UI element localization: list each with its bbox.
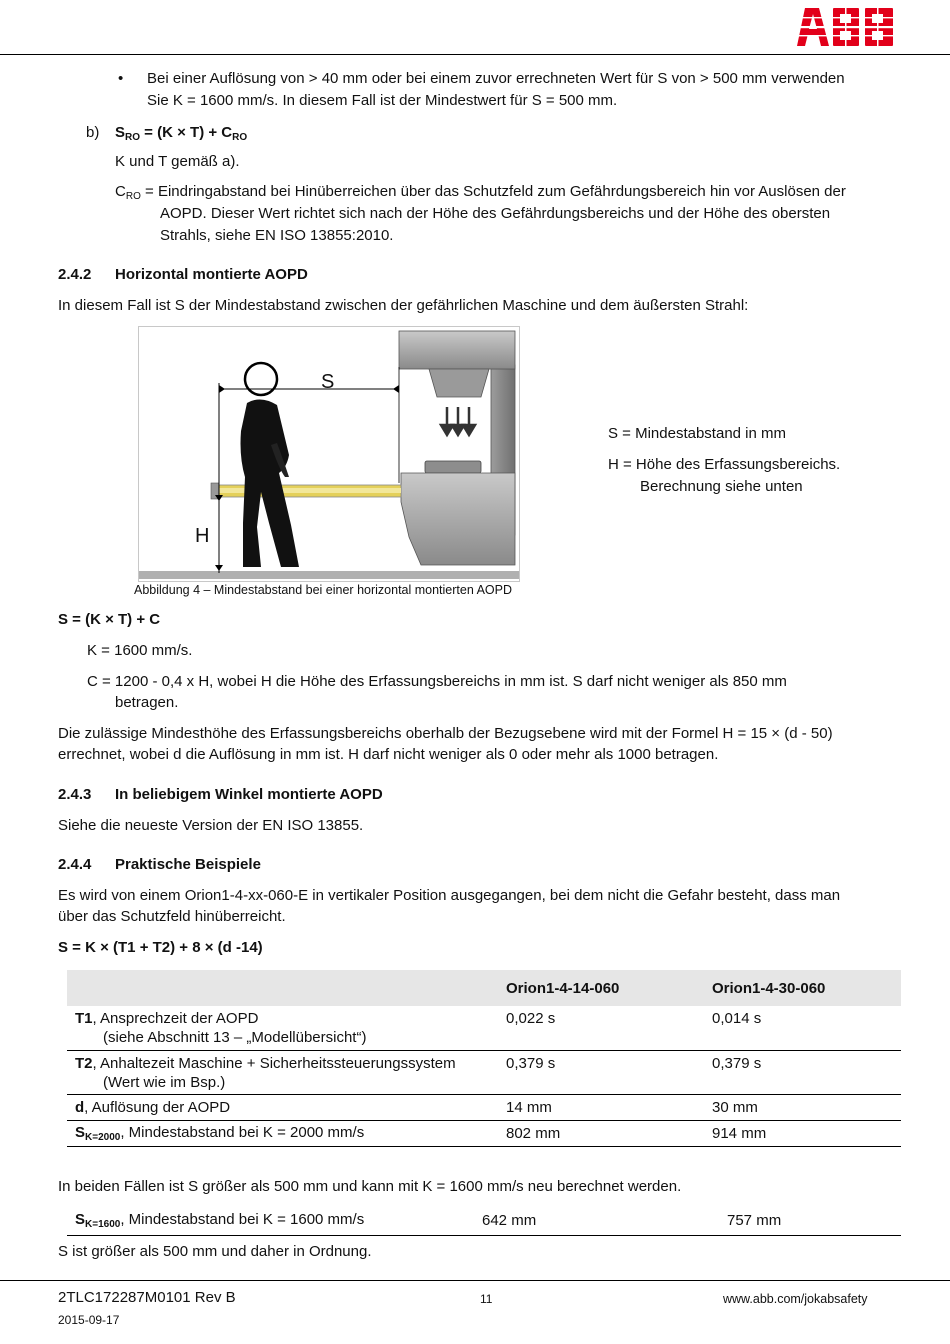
row-value-1: 14 mm (506, 1098, 552, 1116)
footer-doc-id: 2TLC172287M0101 Rev B (58, 1289, 236, 1306)
cro-line-3: Strahls, siehe EN ISO 13855:2010. (160, 227, 394, 244)
table-row (67, 1006, 901, 1050)
row-symbol-sub: K=2000 (85, 1131, 121, 1143)
k-t-text: K und T gemäß a). (115, 153, 240, 170)
table-header-row (67, 970, 901, 1006)
row-sublabel: (siehe Abschnitt 13 – „Modellübersicht“) (103, 1029, 367, 1046)
section-title-243: In beliebigem Winkel montierte AOPD (115, 786, 383, 803)
footer-page-number: 11 (480, 1292, 493, 1306)
row-value-2: 30 mm (712, 1098, 758, 1116)
row-value-2: 0,014 s (712, 1010, 762, 1027)
table2-rule (67, 1235, 901, 1236)
machine-die (425, 461, 481, 473)
bullet-line-2: Sie K = 1600 mm/s. In diesem Fall ist der Mindestwert für S = 500 mm. (147, 92, 618, 109)
section-number-244: 2.4.4 (58, 856, 92, 873)
formula-c-1: C = 1200 - 0,4 x H, wobei H die Höhe des Erfassungsbereichs in mm ist. S darf nicht weniger als 850 mm (87, 673, 787, 690)
row-value-2: 914 mm (712, 1124, 767, 1142)
para-h-2: errechnet, wobei d die Auflösung in mm ist. H darf nicht weniger als 0 oder mehr als 1000 betragen. (58, 746, 719, 763)
legend-h-1: H = Höhe des Erfassungsbereichs. (608, 456, 841, 473)
figure-caption: Abbildung 4 – Mindestabstand bei einer horizontal montierten AOPD (134, 583, 513, 597)
section-text-243: Siehe die neueste Version der EN ISO 13855. (58, 817, 364, 834)
table2-value-1: 642 mm (482, 1212, 537, 1229)
row-sublabel: (Wert wie im Bsp.) (103, 1073, 226, 1091)
section-title-244: Praktische Beispiele (115, 856, 261, 873)
formula-sro: $S_{RO} = (K \times T) + C_{RO}$ (115, 124, 248, 143)
list-marker-b: b) (86, 124, 100, 141)
conclusion-text: S ist größer als 500 mm und daher in Ordnung. (58, 1243, 372, 1260)
footer-rule (0, 1280, 950, 1281)
person-head (245, 363, 277, 395)
abb-logo (797, 6, 897, 48)
hazard-arrows (441, 407, 475, 435)
formula-example: S = K × (T1 + T2) + 8 × (d -14) (58, 939, 263, 956)
table-row (67, 1120, 901, 1146)
cro-line-2: AOPD. Dieser Wert richtet sich nach der Höhe des Gefährdungsbereichs und der Höhe des obersten (160, 205, 831, 222)
legend-h-2: Berechnung siehe unten (640, 478, 803, 495)
table-col-header-2: Orion1-4-30-060 (712, 979, 826, 997)
formula-s-main: S = (K × T) + C (58, 611, 161, 628)
section-number-243: 2.4.3 (58, 786, 92, 803)
row-symbol: d (75, 1098, 85, 1116)
row-symbol: T2 (75, 1054, 93, 1072)
section-text-244-1: Es wird von einem Orion1-4-xx-060-E in vertikaler Position ausgegangen, bei dem nicht die Gefahr besteht, dass man (58, 887, 841, 904)
cro-line-1: $C_{RO}$ = Eindringabstand bei Hinüberreichen über das Schutzfeld zum Gefährdungsbereich hin vor Auslösen der (115, 183, 846, 202)
section-text-244-2: über das Schutzfeld hinüberreicht. (58, 908, 286, 925)
formula-c-2: betragen. (115, 694, 179, 711)
figure-horizontal-aopd (138, 326, 520, 582)
row-value-1: 0,379 s (506, 1054, 556, 1072)
legend-s: S = Mindestabstand in mm (608, 425, 787, 442)
section-number-242: 2.4.2 (58, 266, 92, 283)
section-title-242: Horizontal montierte AOPD (115, 266, 308, 283)
person-body (241, 399, 300, 567)
bullet-line-1: Bei einer Auflösung von > 40 mm oder bei einem zuvor errechneten Wert für S von > 500 mm verwenden (147, 70, 845, 87)
row-value-2: 0,379 s (712, 1054, 762, 1072)
header-rule (0, 54, 950, 55)
para-h-1: Die zulässige Mindesthöhe des Erfassungsbereichs oberhalb der Bezugsebene wird mit der Formel H = 15 × (d - 50) (58, 725, 833, 742)
row-value-1: 802 mm (506, 1124, 561, 1142)
floor (139, 571, 519, 579)
formula-k: K = 1600 mm/s. (87, 642, 193, 659)
row-label: , Ansprechzeit der AOPD (92, 1010, 259, 1027)
row-label: , Auflösung der AOPD (84, 1098, 231, 1116)
machine-head (399, 331, 515, 369)
machine-base (401, 473, 515, 565)
figure-label-h: H (195, 525, 210, 547)
row-symbol: T1 (75, 1010, 93, 1027)
row-label: , Anhaltezeit Maschine + Sicherheitssteuerungssystem (92, 1054, 456, 1072)
table2-label: $S_{K=1600}$, Mindestabstand bei K = 1600 mm/s (75, 1211, 365, 1230)
footer-url[interactable]: www.abb.com/jokabsafety (723, 1292, 868, 1306)
bullet-dot: • (118, 70, 124, 87)
row-value-1: 0,022 s (506, 1010, 556, 1027)
table-row (67, 1050, 901, 1094)
figure-label-s: S (321, 371, 335, 393)
section-intro-242: In diesem Fall ist S der Mindestabstand zwischen der gefährlichen Maschine und dem äußersten Strahl: (58, 297, 749, 314)
table-row (67, 1094, 901, 1120)
example-table (67, 970, 901, 1147)
row-symbol: S (75, 1123, 86, 1141)
table2-value-2: 757 mm (727, 1212, 782, 1229)
machine-hopper (429, 369, 489, 397)
table-col-header-1: Orion1-4-14-060 (506, 979, 620, 997)
row-label: , Mindestabstand bei K = 2000 mm/s (120, 1123, 365, 1141)
after-table-text: In beiden Fällen ist S größer als 500 mm und kann mit K = 1600 mm/s neu berechnet werden. (58, 1178, 682, 1195)
footer-date: 2015-09-17 (58, 1313, 120, 1327)
